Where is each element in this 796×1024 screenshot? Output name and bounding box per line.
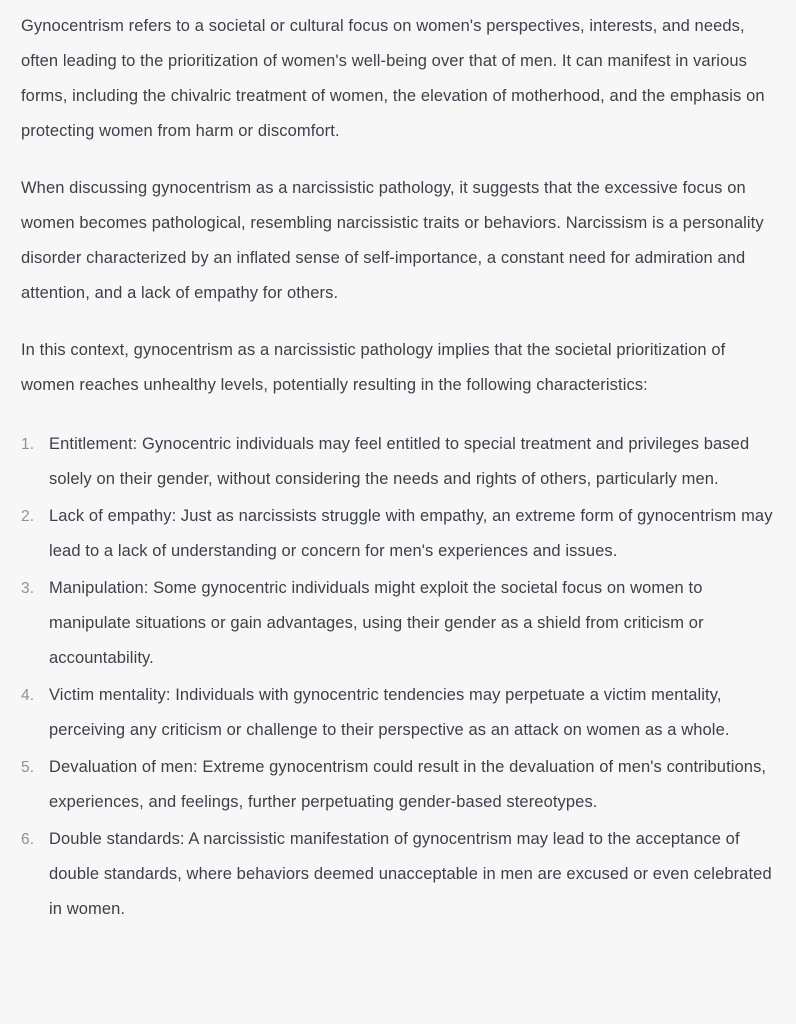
intro-paragraphs [21,0,775,403]
list-marker [21,678,41,713]
list-marker [21,427,41,462]
paragraph-definition: Gynocentrism refers to a societal or cultural focus on women's perspectives, interests, and needs, often leading to the prioritization of women's well-being over that of men. It can manifest in various forms, including the chivalric treatment of women, the elevation of motherhood, and the emphasis on protecting women from harm or discomfort. [21,17,765,140]
list-item [21,499,775,569]
response-body [21,0,775,927]
list-marker [21,571,41,606]
list-item-text: Victim mentality: Individuals with gynocentric tendencies may perpetuate a victim mentality, perceiving any criticism or challenge to their perspective as an attack on women as a whole. [49,686,730,739]
list-item [21,750,775,820]
list-item-text: Devaluation of men: Extreme gynocentrism could result in the devaluation of men's contributions, experiences, and feelings, further perpetuating gender-based stereotypes. [49,758,767,811]
list-item-text: Lack of empathy: Just as narcissists struggle with empathy, an extreme form of gynocentrism may lead to a lack of understanding or concern for men's experiences and issues. [49,507,773,560]
list-item [21,427,775,497]
list-item-text: Entitlement: Gynocentric individuals may feel entitled to special treatment and privileges based solely on their gender, without considering the needs and rights of others, particularly men. [49,435,750,488]
list-marker [21,499,41,534]
paragraph-narcissistic-pathology: When discussing gynocentrism as a narcissistic pathology, it suggests that the excessive focus on women becomes pathological, resembling narcissistic traits or behaviors. Narcissism is a personality disorder characterized by an inflated sense of self-importance, a constant need for admiration and attention, and a lack of empathy for others. [21,179,764,302]
list-marker [21,822,41,857]
list-item [21,678,775,748]
list-marker [21,750,41,785]
list-item [21,822,775,927]
list-item-text: Manipulation: Some gynocentric individuals might exploit the societal focus on women to manipulate situations or gain advantages, using their gender as a shield from criticism or accountability. [49,579,704,667]
paragraph-context-lead-in: In this context, gynocentrism as a narcissistic pathology implies that the societal prioritization of women reaches unhealthy levels, potentially resulting in the following characteristics: [21,341,726,394]
list-item [21,571,775,676]
characteristics-list [21,427,775,927]
list-item-text: Double standards: A narcissistic manifestation of gynocentrism may lead to the acceptance of double standards, where behaviors deemed unacceptable in men are excused or even celebrated in women. [49,830,772,918]
